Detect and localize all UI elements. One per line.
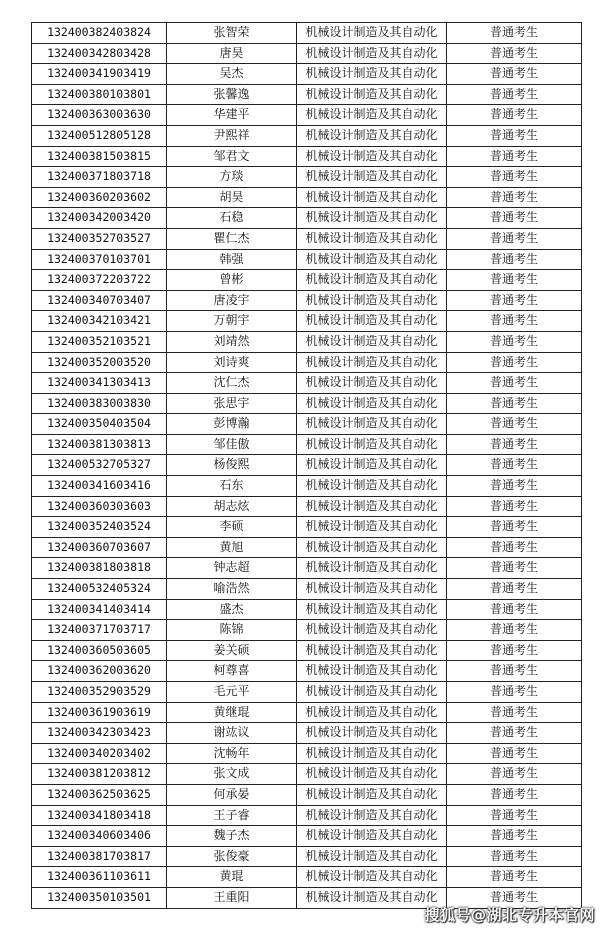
table-row: [32, 311, 582, 332]
name-cell: 张文成: [167, 764, 297, 785]
name-cell: 唐凌宇: [167, 290, 297, 311]
name-cell: 张馨逸: [167, 84, 297, 105]
table-row: [32, 434, 582, 455]
major-cell: 机械设计制造及其自动化: [297, 661, 447, 682]
major-cell: 机械设计制造及其自动化: [297, 331, 447, 352]
table-row: [32, 23, 582, 44]
category-cell: 普通考生: [447, 846, 582, 867]
name-cell: 胡志炫: [167, 496, 297, 517]
table-row: [32, 599, 582, 620]
category-cell: 普通考生: [447, 187, 582, 208]
name-cell: 王子睿: [167, 805, 297, 826]
category-cell: 普通考生: [447, 867, 582, 888]
candidate-id-cell: 132400360503605: [32, 640, 167, 661]
candidate-id-cell: 132400342803428: [32, 43, 167, 64]
category-cell: 普通考生: [447, 434, 582, 455]
name-cell: 张思宇: [167, 393, 297, 414]
major-cell: 机械设计制造及其自动化: [297, 640, 447, 661]
name-cell: 何承晏: [167, 784, 297, 805]
category-cell: 普通考生: [447, 208, 582, 229]
table-row: [32, 249, 582, 270]
name-cell: 黄琨: [167, 867, 297, 888]
name-cell: 石东: [167, 476, 297, 497]
table-row: [32, 373, 582, 394]
name-cell: 邹佳傲: [167, 434, 297, 455]
table-row: [32, 805, 582, 826]
category-cell: 普通考生: [447, 105, 582, 126]
category-cell: 普通考生: [447, 805, 582, 826]
candidate-id-cell: 132400371703717: [32, 620, 167, 641]
candidate-id-cell: 132400382403824: [32, 23, 167, 44]
name-cell: 刘靖然: [167, 331, 297, 352]
table-row: [32, 496, 582, 517]
candidate-id-cell: 132400372203722: [32, 270, 167, 291]
name-cell: 邹君文: [167, 146, 297, 167]
category-cell: 普通考生: [447, 146, 582, 167]
category-cell: 普通考生: [447, 228, 582, 249]
major-cell: 机械设计制造及其自动化: [297, 558, 447, 579]
candidate-id-cell: 132400363003630: [32, 105, 167, 126]
major-cell: 机械设计制造及其自动化: [297, 599, 447, 620]
major-cell: 机械设计制造及其自动化: [297, 249, 447, 270]
major-cell: 机械设计制造及其自动化: [297, 311, 447, 332]
category-cell: 普通考生: [447, 537, 582, 558]
name-cell: 魏子杰: [167, 826, 297, 847]
candidate-id-cell: 132400381303813: [32, 434, 167, 455]
major-cell: 机械设计制造及其自动化: [297, 476, 447, 497]
major-cell: 机械设计制造及其自动化: [297, 702, 447, 723]
candidate-id-cell: 132400341903419: [32, 64, 167, 85]
name-cell: 毛元平: [167, 682, 297, 703]
major-cell: 机械设计制造及其自动化: [297, 784, 447, 805]
major-cell: 机械设计制造及其自动化: [297, 723, 447, 744]
major-cell: 机械设计制造及其自动化: [297, 537, 447, 558]
candidate-id-cell: 132400532705327: [32, 455, 167, 476]
category-cell: 普通考生: [447, 826, 582, 847]
major-cell: 机械设计制造及其自动化: [297, 125, 447, 146]
category-cell: 普通考生: [447, 125, 582, 146]
major-cell: 机械设计制造及其自动化: [297, 84, 447, 105]
table-row: [32, 702, 582, 723]
major-cell: 机械设计制造及其自动化: [297, 105, 447, 126]
major-cell: 机械设计制造及其自动化: [297, 64, 447, 85]
table-row: [32, 228, 582, 249]
candidate-id-cell: 132400352903529: [32, 682, 167, 703]
candidate-id-cell: 132400380103801: [32, 84, 167, 105]
name-cell: 喻浩然: [167, 579, 297, 600]
table-row: [32, 826, 582, 847]
candidate-id-cell: 132400342103421: [32, 311, 167, 332]
table-row: [32, 43, 582, 64]
candidate-id-cell: 132400383003830: [32, 393, 167, 414]
candidate-id-cell: 132400362003620: [32, 661, 167, 682]
admission-list-table: [31, 22, 582, 909]
name-cell: 胡昊: [167, 187, 297, 208]
candidate-id-cell: 132400512805128: [32, 125, 167, 146]
name-cell: 尹熙祥: [167, 125, 297, 146]
table-row: [32, 723, 582, 744]
category-cell: 普通考生: [447, 476, 582, 497]
name-cell: 姜关硕: [167, 640, 297, 661]
major-cell: 机械设计制造及其自动化: [297, 187, 447, 208]
category-cell: 普通考生: [447, 661, 582, 682]
table-row: [32, 270, 582, 291]
category-cell: 普通考生: [447, 723, 582, 744]
table-row: [32, 682, 582, 703]
candidate-id-cell: 132400352003520: [32, 352, 167, 373]
candidate-id-cell: 132400360203602: [32, 187, 167, 208]
major-cell: 机械设计制造及其自动化: [297, 270, 447, 291]
name-cell: 曾彬: [167, 270, 297, 291]
table-row: [32, 517, 582, 538]
admission-list-sheet: [31, 22, 581, 909]
major-cell: 机械设计制造及其自动化: [297, 393, 447, 414]
major-cell: 机械设计制造及其自动化: [297, 352, 447, 373]
candidate-id-cell: 132400352403524: [32, 517, 167, 538]
major-cell: 机械设计制造及其自动化: [297, 146, 447, 167]
table-row: [32, 352, 582, 373]
table-body: [32, 23, 582, 909]
category-cell: 普通考生: [447, 311, 582, 332]
table-row: [32, 846, 582, 867]
name-cell: 石稳: [167, 208, 297, 229]
table-row: [32, 167, 582, 188]
table-row: [32, 558, 582, 579]
candidate-id-cell: 132400361103611: [32, 867, 167, 888]
major-cell: 机械设计制造及其自动化: [297, 208, 447, 229]
candidate-id-cell: 132400362503625: [32, 784, 167, 805]
category-cell: 普通考生: [447, 331, 582, 352]
category-cell: 普通考生: [447, 414, 582, 435]
major-cell: 机械设计制造及其自动化: [297, 805, 447, 826]
candidate-id-cell: 132400341803418: [32, 805, 167, 826]
name-cell: 刘诗爽: [167, 352, 297, 373]
major-cell: 机械设计制造及其自动化: [297, 455, 447, 476]
candidate-id-cell: 132400350103501: [32, 887, 167, 908]
major-cell: 机械设计制造及其自动化: [297, 43, 447, 64]
table-row: [32, 455, 582, 476]
name-cell: 黄继琨: [167, 702, 297, 723]
category-cell: 普通考生: [447, 64, 582, 85]
category-cell: 普通考生: [447, 558, 582, 579]
table-row: [32, 414, 582, 435]
watermark-text: 搜狐号@湖北专升本官网: [424, 906, 595, 924]
candidate-id-cell: 132400381503815: [32, 146, 167, 167]
candidate-id-cell: 132400360303603: [32, 496, 167, 517]
candidate-id-cell: 132400352703527: [32, 228, 167, 249]
major-cell: 机械设计制造及其自动化: [297, 434, 447, 455]
category-cell: 普通考生: [447, 887, 582, 908]
table-row: [32, 579, 582, 600]
category-cell: 普通考生: [447, 702, 582, 723]
candidate-id-cell: 132400532405324: [32, 579, 167, 600]
name-cell: 唐昊: [167, 43, 297, 64]
table-row: [32, 125, 582, 146]
category-cell: 普通考生: [447, 290, 582, 311]
category-cell: 普通考生: [447, 496, 582, 517]
category-cell: 普通考生: [447, 743, 582, 764]
table-row: [32, 64, 582, 85]
table-row: [32, 784, 582, 805]
candidate-id-cell: 132400381203812: [32, 764, 167, 785]
table-row: [32, 661, 582, 682]
candidate-id-cell: 132400341403414: [32, 599, 167, 620]
major-cell: 机械设计制造及其自动化: [297, 167, 447, 188]
category-cell: 普通考生: [447, 393, 582, 414]
category-cell: 普通考生: [447, 249, 582, 270]
candidate-id-cell: 132400341303413: [32, 373, 167, 394]
category-cell: 普通考生: [447, 270, 582, 291]
candidate-id-cell: 132400341603416: [32, 476, 167, 497]
candidate-id-cell: 132400360703607: [32, 537, 167, 558]
table-row: [32, 867, 582, 888]
major-cell: 机械设计制造及其自动化: [297, 228, 447, 249]
category-cell: 普通考生: [447, 167, 582, 188]
name-cell: 陈锦: [167, 620, 297, 641]
table-row: [32, 290, 582, 311]
candidate-id-cell: 132400340703407: [32, 290, 167, 311]
candidate-id-cell: 132400381703817: [32, 846, 167, 867]
candidate-id-cell: 132400381803818: [32, 558, 167, 579]
candidate-id-cell: 132400342303423: [32, 723, 167, 744]
major-cell: 机械设计制造及其自动化: [297, 867, 447, 888]
category-cell: 普通考生: [447, 599, 582, 620]
name-cell: 吴杰: [167, 64, 297, 85]
major-cell: 机械设计制造及其自动化: [297, 373, 447, 394]
table-row: [32, 743, 582, 764]
category-cell: 普通考生: [447, 43, 582, 64]
candidate-id-cell: 132400371803718: [32, 167, 167, 188]
name-cell: 王重阳: [167, 887, 297, 908]
category-cell: 普通考生: [447, 352, 582, 373]
major-cell: 机械设计制造及其自动化: [297, 887, 447, 908]
table-row: [32, 187, 582, 208]
major-cell: 机械设计制造及其自动化: [297, 496, 447, 517]
candidate-id-cell: 132400340603406: [32, 826, 167, 847]
major-cell: 机械设计制造及其自动化: [297, 414, 447, 435]
name-cell: 瞿仁杰: [167, 228, 297, 249]
table-row: [32, 764, 582, 785]
name-cell: 黄旭: [167, 537, 297, 558]
candidate-id-cell: 132400352103521: [32, 331, 167, 352]
category-cell: 普通考生: [447, 373, 582, 394]
major-cell: 机械设计制造及其自动化: [297, 764, 447, 785]
table-row: [32, 105, 582, 126]
table-row: [32, 146, 582, 167]
candidate-id-cell: 132400370103701: [32, 249, 167, 270]
category-cell: 普通考生: [447, 640, 582, 661]
table-row: [32, 393, 582, 414]
category-cell: 普通考生: [447, 764, 582, 785]
major-cell: 机械设计制造及其自动化: [297, 290, 447, 311]
category-cell: 普通考生: [447, 23, 582, 44]
major-cell: 机械设计制造及其自动化: [297, 846, 447, 867]
major-cell: 机械设计制造及其自动化: [297, 517, 447, 538]
category-cell: 普通考生: [447, 517, 582, 538]
major-cell: 机械设计制造及其自动化: [297, 579, 447, 600]
major-cell: 机械设计制造及其自动化: [297, 682, 447, 703]
name-cell: 柯尊喜: [167, 661, 297, 682]
major-cell: 机械设计制造及其自动化: [297, 23, 447, 44]
table-row: [32, 331, 582, 352]
name-cell: 张俊豪: [167, 846, 297, 867]
category-cell: 普通考生: [447, 579, 582, 600]
category-cell: 普通考生: [447, 620, 582, 641]
major-cell: 机械设计制造及其自动化: [297, 826, 447, 847]
candidate-id-cell: 132400350403504: [32, 414, 167, 435]
table-row: [32, 620, 582, 641]
candidate-id-cell: 132400361903619: [32, 702, 167, 723]
name-cell: 杨俊熙: [167, 455, 297, 476]
category-cell: 普通考生: [447, 784, 582, 805]
name-cell: 万朝宇: [167, 311, 297, 332]
candidate-id-cell: 132400340203402: [32, 743, 167, 764]
name-cell: 沈仁杰: [167, 373, 297, 394]
table-row: [32, 84, 582, 105]
name-cell: 张智荣: [167, 23, 297, 44]
table-row: [32, 640, 582, 661]
name-cell: 方琰: [167, 167, 297, 188]
table-row: [32, 208, 582, 229]
category-cell: 普通考生: [447, 455, 582, 476]
name-cell: 沈畅年: [167, 743, 297, 764]
name-cell: 华建平: [167, 105, 297, 126]
table-row: [32, 537, 582, 558]
name-cell: 谢竑议: [167, 723, 297, 744]
major-cell: 机械设计制造及其自动化: [297, 743, 447, 764]
name-cell: 彭博瀚: [167, 414, 297, 435]
candidate-id-cell: 132400342003420: [32, 208, 167, 229]
table-row: [32, 476, 582, 497]
category-cell: 普通考生: [447, 682, 582, 703]
name-cell: 钟志超: [167, 558, 297, 579]
name-cell: 韩强: [167, 249, 297, 270]
category-cell: 普通考生: [447, 84, 582, 105]
name-cell: 盛杰: [167, 599, 297, 620]
major-cell: 机械设计制造及其自动化: [297, 620, 447, 641]
name-cell: 李硕: [167, 517, 297, 538]
